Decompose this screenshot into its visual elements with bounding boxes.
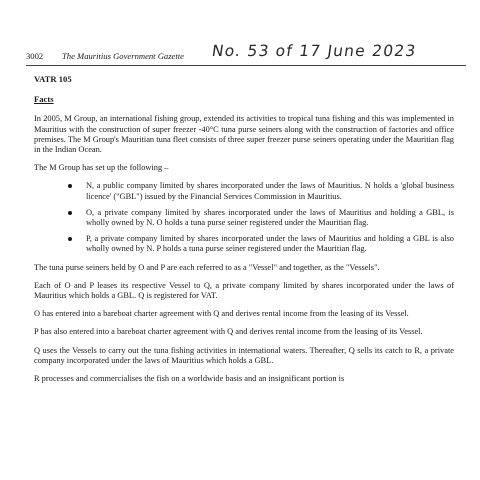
handwritten-issue-note: No. 53 of 17 June 2023 (210, 42, 418, 60)
paragraph-o-charter: O has entered into a bareboat charter agreement with Q and derives rental income from the leasing of its Vessel. (34, 309, 409, 319)
entity-list (34, 181, 454, 254)
gazette-title: The Mauritius Government Gazette (62, 51, 184, 61)
paragraph-background: In 2005, M Group, an international fishing group, extended its activities to tropical tuna fishing and this was implemented in Mauritius with the construction of super freezer -40°C tuna purse seiners along with the construction of factories and office premises. The M Group's Mauritian tuna fleet consists of three super freezer purse seiners operating under the Mauritian flag in the Indian Ocean. (34, 114, 454, 155)
page-number: 3002 (26, 51, 44, 61)
facts-heading: Facts (34, 94, 54, 105)
paragraph-r-processing: R processes and commercialises the fish on a worldwide basis and an insignificant portion is (34, 374, 345, 384)
bullet-icon (68, 211, 72, 215)
paragraph-vessel-definition: The tuna purse seiners held by O and P are each referred to as a "Vessel" and together, as the "Vessels". (34, 262, 380, 272)
list-item (68, 234, 454, 254)
list-item-text: N, a public company limited by shares incorporated under the laws of Mauritius. N holds a 'global business licence' ("GBL") issued by the Financial Services Commission in Mauritius. (86, 181, 454, 201)
list-item-text: P, a private company limited by shares incorporated under the laws of Mauritius and holding a GBL is also wholly owned by N. P holds a tuna purse seiner registered under the Mauritian flag. (86, 234, 454, 254)
paragraph-list-intro: The M Group has set up the following – (34, 163, 169, 173)
paragraph-p-charter: P has also entered into a bareboat charter agreement with Q and derives rental income from the leasing of its Vessel. (34, 327, 423, 337)
bullet-icon (68, 237, 72, 241)
ruling-body (34, 74, 454, 392)
header-rule (26, 65, 466, 66)
ruling-number: VATR 105 (34, 74, 72, 84)
paragraph-lease: Each of O and P leases its respective Vessel to Q, a private company limited by shares incorporated under the laws of Mauritius which holds a GBL. Q is registered for VAT. (34, 280, 454, 301)
paragraph-q-activities: Q uses the Vessels to carry out the tuna fishing activities in international waters. Thereafter, Q sells its catch to R, a private company incorporated under the laws of Mauritius which holds a GBL. (34, 345, 454, 365)
list-item-text: O, a private company limited by shares incorporated under the laws of Mauritius and holding a GBL, is wholly owned by N. O holds a tuna purse seiner registered under the Mauritian flag. (86, 207, 454, 228)
bullet-icon (68, 184, 72, 188)
list-item (68, 208, 454, 228)
list-item (68, 181, 454, 201)
